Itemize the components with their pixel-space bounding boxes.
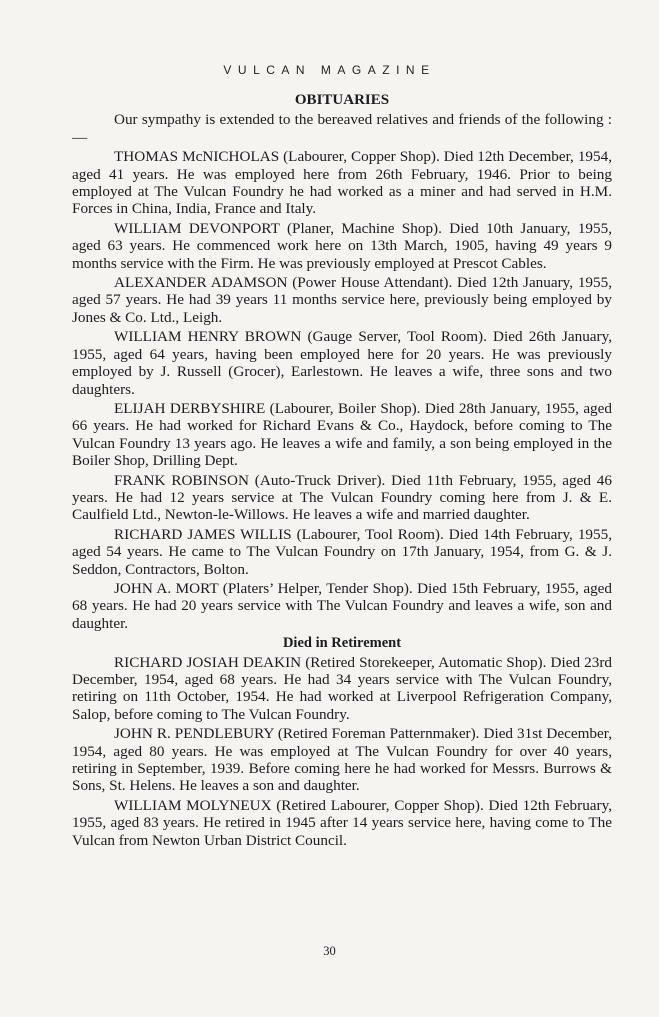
running-title: VULCAN MAGAZINE: [223, 63, 436, 77]
retirement-entry: JOHN R. PENDLEBURY (Retired Foreman Patternmaker). Died 31st December, 1954, aged 80 years. He was employed at The Vulcan Foundry for over 40 years, retiring in September, 1939. Before coming here he had worked for Messrs. Burrows & Sons, St. Helens. He leaves a son and daughter.: [72, 725, 612, 795]
obituary-entry: WILLIAM DEVONPORT (Planer, Machine Shop). Died 10th January, 1955, aged 63 years. He commenced work here on 13th March, 1905, having 49 years 9 months service with the Firm. He was previously employed at Prescot Cables.: [72, 219, 612, 272]
retirement-entry: WILLIAM MOLYNEUX (Retired Labourer, Copper Shop). Died 12th February, 1955, aged 83 years. He retired in 1945 after 14 years service here, having come to The Vulcan from Newton Urban District Council.: [72, 796, 612, 849]
intro-paragraph: Our sympathy is extended to the bereaved relatives and friends of the following :—: [72, 111, 612, 146]
retirement-entry: RICHARD JOSIAH DEAKIN (Retired Storekeeper, Automatic Shop). Died 23rd December, 1954, aged 68 years. He had 34 years service with The Vulcan Foundry, retiring on 11th October, 1954. He had worked at Liverpool Refrigeration Company, Salop, before coming to The Vulcan Foundry.: [72, 653, 612, 723]
obituary-entry: THOMAS McNICHOLAS (Labourer, Copper Shop). Died 12th December, 1954, aged 41 years. He was employed here from 26th February, 1946. Prior to being employed at The Vulcan Foundry he had worked as a miner and had served in H.M. Forces in China, India, France and Italy.: [72, 148, 612, 218]
article-body: [72, 92, 612, 851]
page-number: 30: [323, 944, 336, 958]
retirement-heading: Died in Retirement: [282, 635, 402, 652]
obituary-entry: RICHARD JAMES WILLIS (Labourer, Tool Room). Died 14th February, 1955, aged 54 years. He came to The Vulcan Foundry on 17th January, 1954, from G. & J. Seddon, Contractors, Bolton.: [72, 525, 612, 578]
obituary-entry: JOHN A. MORT (Platers’ Helper, Tender Shop). Died 15th February, 1955, aged 68 years. He had 20 years service with The Vulcan Foundry and leaves a wife, son and daughter.: [72, 579, 612, 632]
obituaries-heading: OBITUARIES: [294, 92, 390, 108]
obituary-entry: ELIJAH DERBYSHIRE (Labourer, Boiler Shop). Died 28th January, 1955, aged 66 years. He had worked for Richard Evans & Co., Haydock, before coming to The Vulcan Foundry 13 years ago. He leaves a wife and family, a son being employed in the Boiler Shop, Drilling Dept.: [72, 399, 612, 470]
obituary-entry: FRANK ROBINSON (Auto-Truck Driver). Died 11th February, 1955, aged 46 years. He had 12 years service at The Vulcan Foundry coming here from J. & E. Caulfield Ltd., Newton-le-Willows. He leaves a wife and married daughter.: [72, 471, 612, 524]
obituary-entry: ALEXANDER ADAMSON (Power House Attendant). Died 12th January, 1955, aged 57 years. He had 39 years 11 months service here, previously being employed by Jones & Co. Ltd., Leigh.: [72, 274, 612, 326]
obituary-entry: WILLIAM HENRY BROWN (Gauge Server, Tool Room). Died 26th January, 1955, aged 64 years, having been employed here for 20 years. He was previously employed by J. Russell (Grocer), Earlestown. He leaves a wife, three sons and two daughters.: [72, 328, 612, 398]
